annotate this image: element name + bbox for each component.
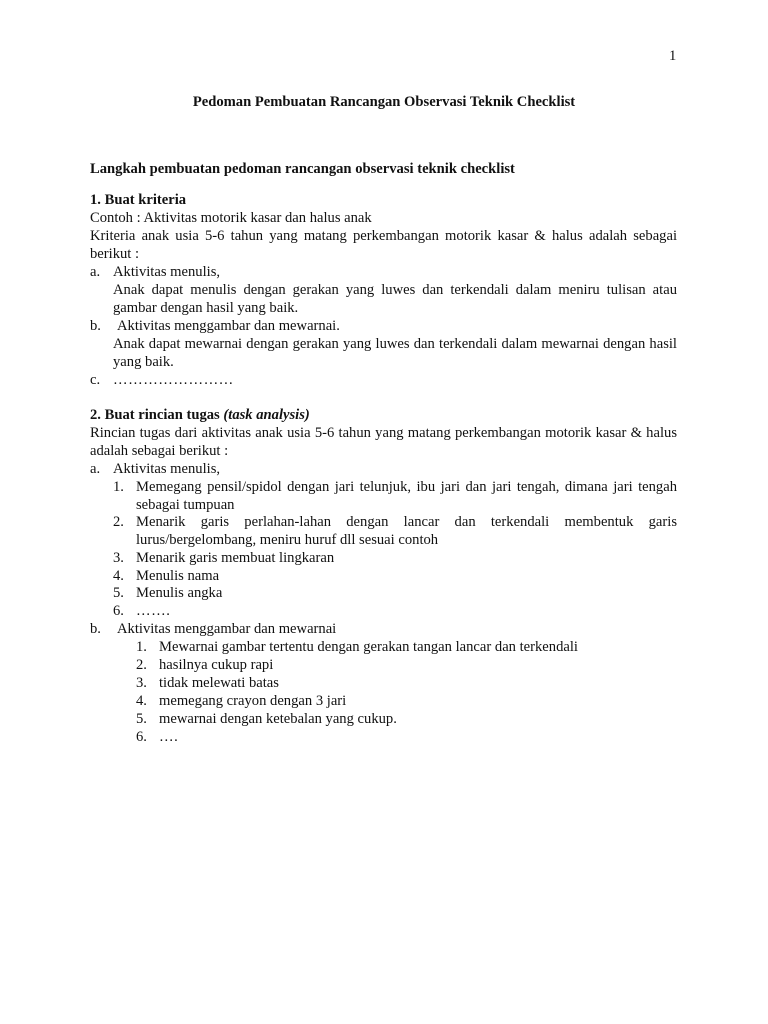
group-b-item-text: …. bbox=[159, 729, 179, 745]
page-number: 1 bbox=[669, 48, 677, 64]
group-a-item-text: ……. bbox=[136, 603, 171, 619]
group-b-title: Aktivitas menggambar dan mewarnai bbox=[117, 621, 337, 637]
section1-item-a-desc: Anak dapat menulis dengan gerakan yang luwes dan terkendali dalam meniru tulisan atau gambar dengan hasil yang baik. bbox=[113, 282, 677, 316]
group-a-item-text: Menarik garis membuat lingkaran bbox=[136, 550, 335, 566]
group-b-item-number: 5. bbox=[136, 711, 147, 727]
group-a-item-text: Menulis nama bbox=[136, 568, 220, 584]
group-a-item-number: 4. bbox=[113, 568, 124, 584]
group-b-item-text: Mewarnai gambar tertentu dengan gerakan tangan lancar dan terkendali bbox=[159, 639, 578, 655]
group-a-item-number: 2. bbox=[113, 514, 124, 530]
section1-item-a-title: Aktivitas menulis, bbox=[113, 264, 221, 280]
group-b-item-text: memegang crayon dengan 3 jari bbox=[159, 693, 347, 709]
section1-example: Contoh : Aktivitas motorik kasar dan halus anak bbox=[90, 210, 372, 226]
group-b-item-text: mewarnai dengan ketebalan yang cukup. bbox=[159, 711, 397, 727]
section2-intro: Rincian tugas dari aktivitas anak usia 5-6 tahun yang matang perkembangan motorik kasar & halus adalah sebagai berikut : bbox=[90, 425, 677, 459]
group-a-marker: a. bbox=[90, 461, 101, 477]
section2-heading bbox=[90, 406, 310, 424]
group-b-item-number: 2. bbox=[136, 657, 147, 673]
document-subtitle: Langkah pembuatan pedoman rancangan observasi teknik checklist bbox=[90, 161, 515, 177]
group-a-item-number: 1. bbox=[113, 479, 124, 495]
group-a-title: Aktivitas menulis, bbox=[113, 461, 221, 477]
group-a-item-text: Memegang pensil/spidol dengan jari telunjuk, ibu jari dan jari tengah, dimana jari tengah sebagai tumpuan bbox=[136, 479, 677, 513]
section1-item-c-marker: c. bbox=[90, 372, 101, 388]
group-b-marker: b. bbox=[90, 621, 101, 637]
section1-item-b-marker: b. bbox=[90, 318, 101, 334]
group-a-item-number: 6. bbox=[113, 603, 124, 619]
section1-intro: Kriteria anak usia 5-6 tahun yang matang perkembangan motorik kasar & halus adalah sebagai berikut : bbox=[90, 228, 677, 262]
group-b-item-text: tidak melewati batas bbox=[159, 675, 279, 691]
document-title: Pedoman Pembuatan Rancangan Observasi Teknik Checklist bbox=[192, 94, 576, 110]
group-a-item-number: 3. bbox=[113, 550, 124, 566]
section1-item-b-title: Aktivitas menggambar dan mewarnai. bbox=[117, 318, 340, 334]
group-b-item-number: 6. bbox=[136, 729, 147, 745]
section1-item-b-desc: Anak dapat mewarnai dengan gerakan yang luwes dan terkendali dalam mewarnai dengan hasil yang baik. bbox=[113, 336, 677, 370]
section1-item-a-marker: a. bbox=[90, 264, 101, 280]
section1-item-c-title: …………………… bbox=[113, 372, 234, 388]
group-b-item-number: 1. bbox=[136, 639, 147, 655]
section2-heading-main: 2. Buat rincian tugas bbox=[90, 407, 220, 423]
group-a-item-number: 5. bbox=[113, 585, 124, 601]
group-b-item-number: 3. bbox=[136, 675, 147, 691]
group-a-item-text: Menulis angka bbox=[136, 585, 223, 601]
section1-heading: 1. Buat kriteria bbox=[90, 192, 187, 208]
group-b-item-text: hasilnya cukup rapi bbox=[159, 657, 274, 673]
group-b-item-number: 4. bbox=[136, 693, 147, 709]
section2-heading-italic: (task analysis) bbox=[223, 407, 310, 423]
group-a-item-text: Menarik garis perlahan-lahan dengan lancar dan terkendali membentuk garis lurus/bergelombang, meniru huruf dll sesuai contoh bbox=[136, 514, 677, 548]
